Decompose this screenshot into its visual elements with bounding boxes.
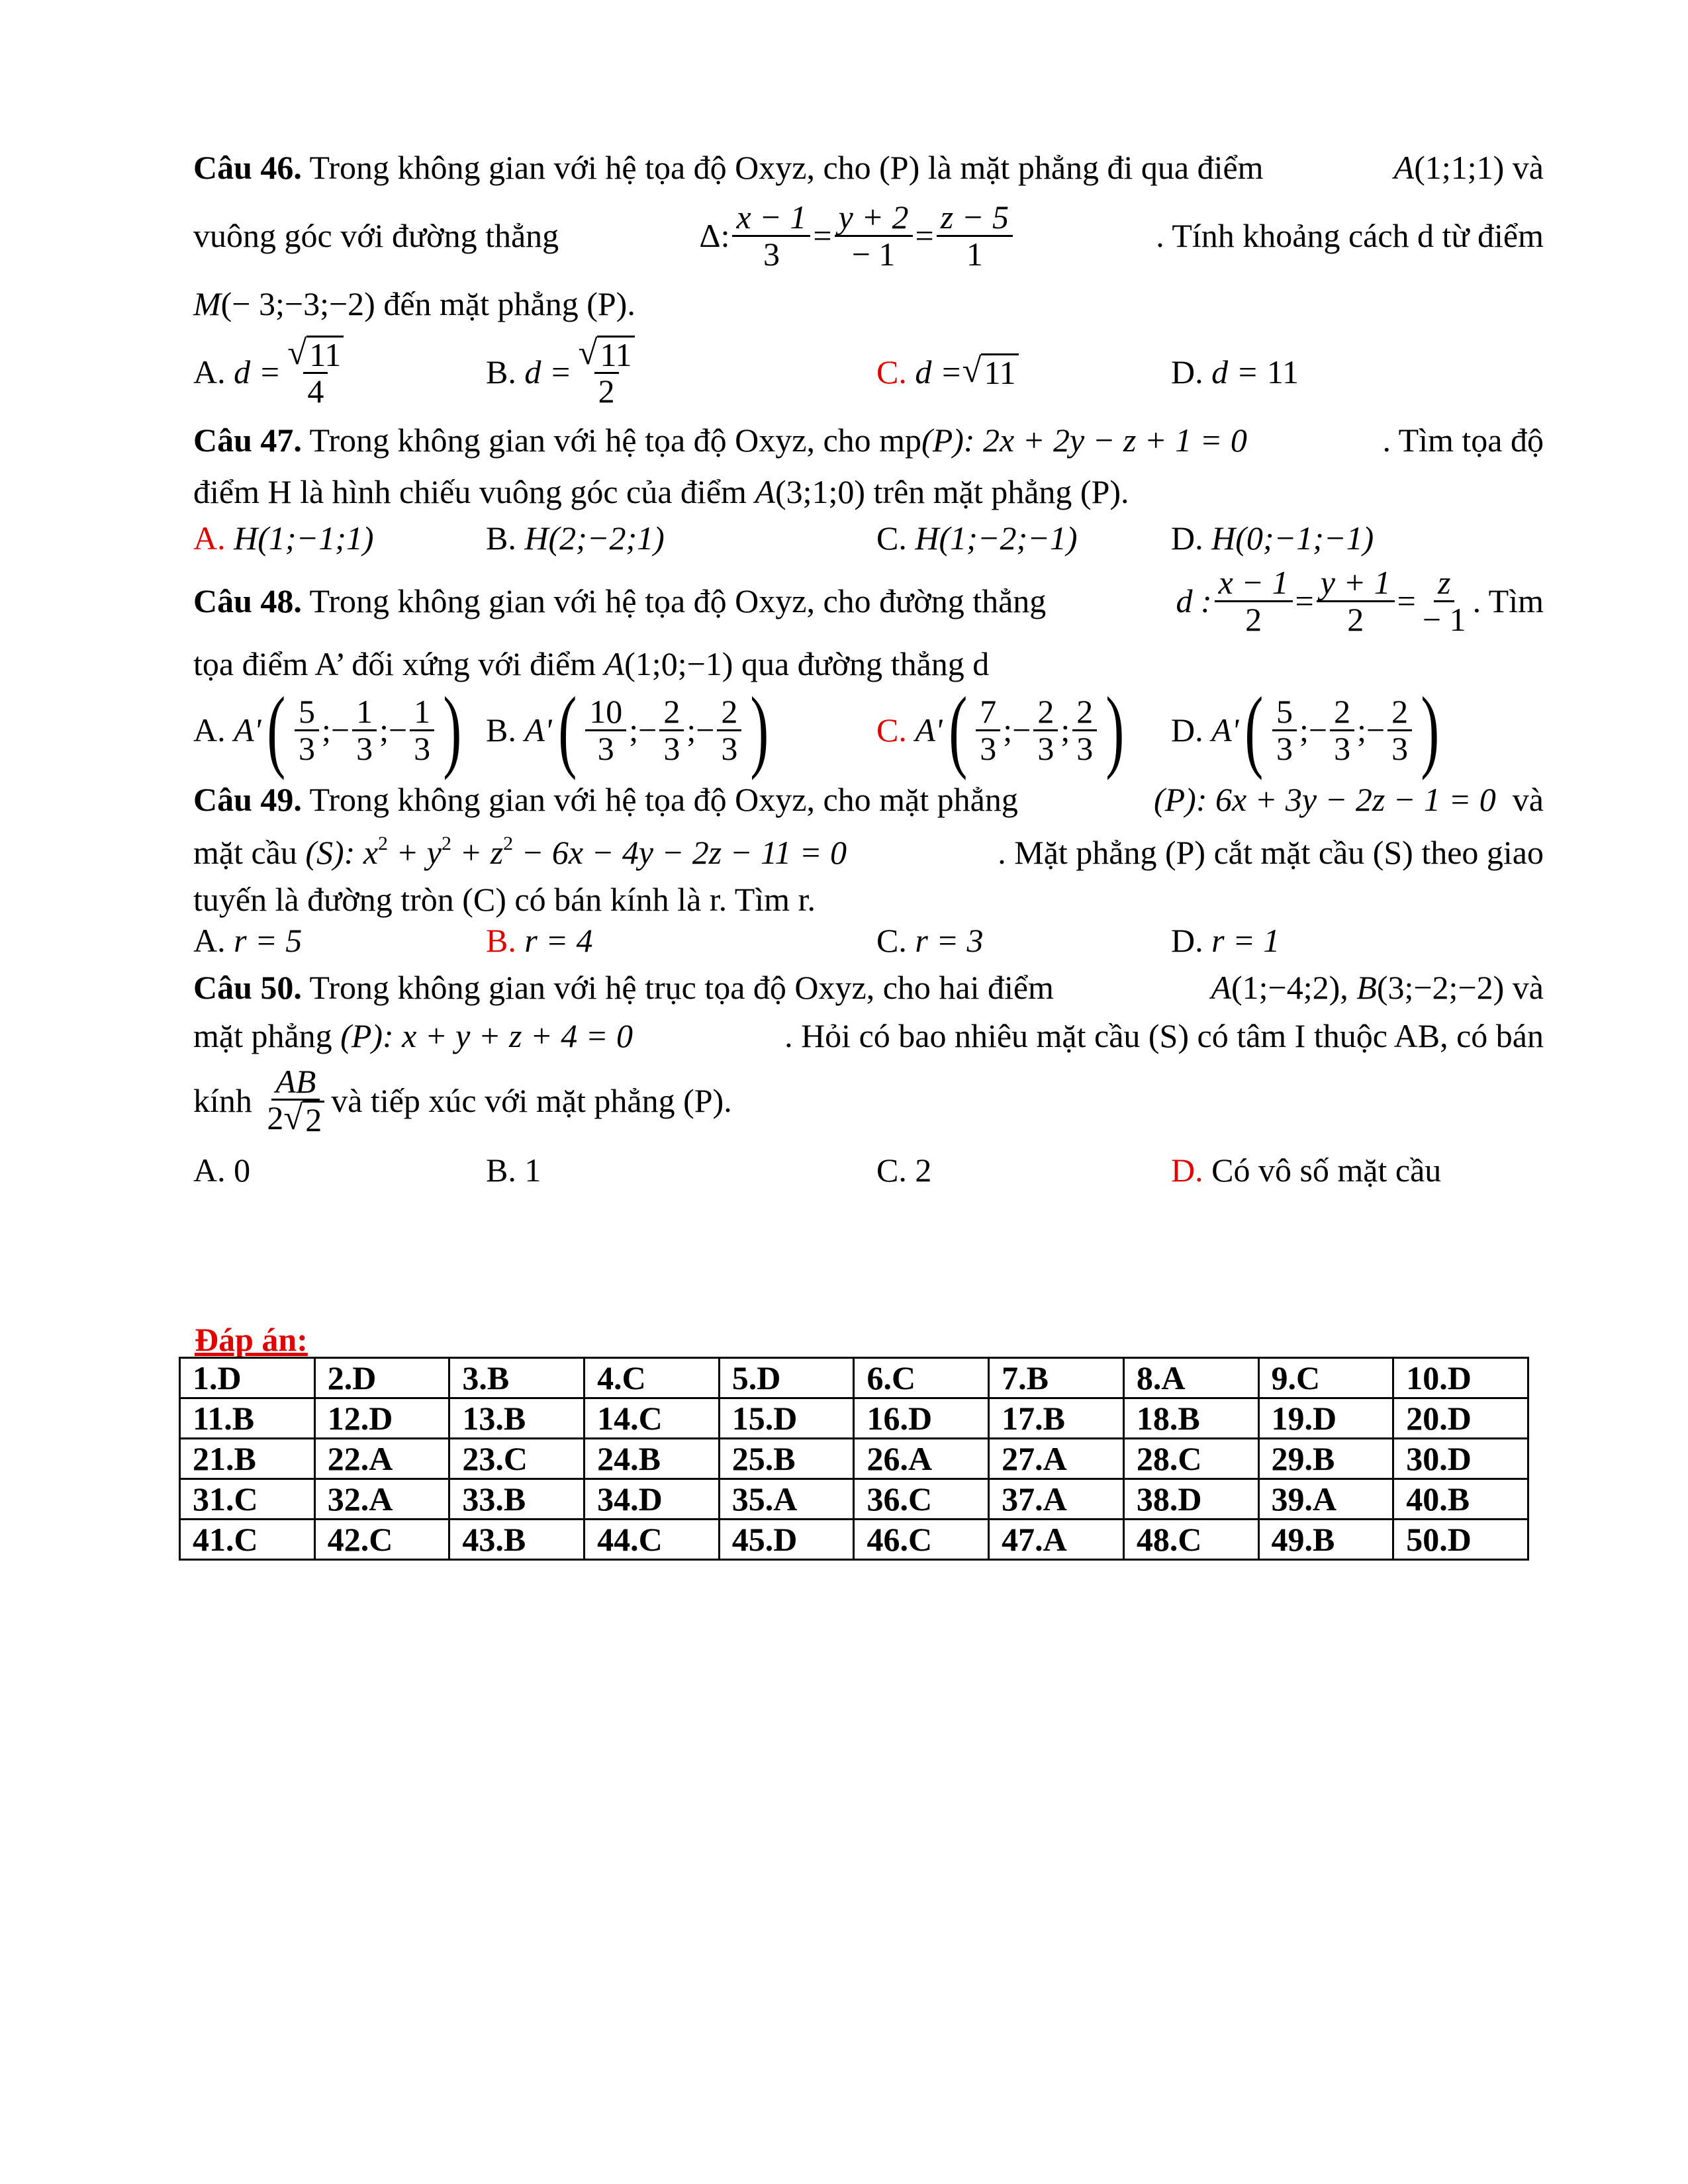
- q47-option-a-val: H(1;−1;1): [234, 520, 374, 557]
- answer-cell: 36.C: [854, 1479, 989, 1520]
- q49-sphere-eq-d: − 6x − 4y − 2z − 11 = 0: [513, 834, 847, 871]
- q47-option-b-val: H(2;−2;1): [524, 520, 665, 557]
- q46-frac-2-num: y + 2: [835, 200, 913, 237]
- question-49: [193, 773, 1544, 961]
- q48-frac-3-num: z: [1434, 565, 1454, 602]
- q48-option-c-f3-num: 2: [1072, 694, 1097, 731]
- q48-option-a[interactable]: A. A' ( $\frac{5}{3}$ ;− $\frac{1}{3}$ ;− $\frac{1}{3}$ ): [193, 678, 462, 781]
- answer-cell: 10.D: [1393, 1358, 1528, 1398]
- q50-options: [193, 1144, 1544, 1197]
- q50-option-a[interactable]: [193, 1150, 486, 1190]
- answer-cell: 5.D: [719, 1358, 854, 1398]
- q48-option-d-f3-den: 3: [1391, 729, 1409, 767]
- q48-option-a-f1-den: 3: [298, 729, 315, 767]
- q48-option-b-f2-den: 3: [663, 729, 680, 767]
- q50-option-d-val: Có vô số mặt cầu: [1211, 1152, 1442, 1189]
- question-50: [193, 961, 1544, 1197]
- q50-point-b-coords: (3;−2;−2): [1376, 969, 1505, 1006]
- answer-cell: 27.A: [989, 1439, 1124, 1479]
- answer-cell: 40.B: [1393, 1479, 1528, 1520]
- answer-cell: 49.B: [1258, 1520, 1393, 1560]
- q49-option-d-label: D.: [1171, 922, 1203, 959]
- q48-text2: tọa điểm A’ đối xứng với điểm: [193, 645, 596, 682]
- q49-sphere: (S): [305, 834, 344, 871]
- q48-frac-2: [1317, 565, 1395, 637]
- q46-option-b-frac: √ 11 2: [575, 336, 639, 409]
- answer-cell: 13.B: [449, 1398, 585, 1439]
- q46-option-a-var: d =: [234, 353, 281, 390]
- q50-option-a-label: A. 0: [193, 1152, 251, 1189]
- q48-option-d-sep3: ;−: [1357, 711, 1385, 749]
- q50-option-b-label: B. 1: [486, 1152, 541, 1189]
- q49-option-c[interactable]: [876, 921, 1171, 960]
- q48-option-a-f2-num: 1: [352, 694, 377, 731]
- q48-line-d: d :: [1176, 582, 1212, 619]
- answer-cell: 15.D: [719, 1398, 854, 1439]
- q46-option-b-den: 2: [594, 372, 619, 409]
- q50-text3-end: và tiếp xúc với mặt phẳng (P).: [331, 1082, 732, 1119]
- q46-delta: Δ:: [699, 217, 730, 254]
- answer-cell: 30.D: [1393, 1439, 1528, 1479]
- q46-point-m: M: [193, 285, 221, 322]
- answer-cell: 23.C: [449, 1439, 585, 1479]
- answer-cell: 9.C: [1258, 1358, 1393, 1398]
- q48-option-c-sep2: ;−: [1003, 711, 1031, 749]
- q49-option-c-label: C.: [876, 922, 907, 959]
- q47-option-d-label: D.: [1171, 520, 1203, 557]
- answer-cell: 33.B: [449, 1479, 585, 1520]
- q50-text1-end: và: [1512, 969, 1544, 1006]
- q48-option-c-prefix: A': [915, 711, 943, 749]
- q49-line2: [193, 826, 1544, 879]
- q48-option-c-f2-num: 2: [1033, 694, 1058, 731]
- q48-option-a-f3-den: 3: [414, 729, 431, 767]
- q47-option-b[interactable]: [486, 518, 876, 558]
- answer-cell: 48.C: [1123, 1520, 1258, 1560]
- q47-line2: [193, 469, 1544, 515]
- q49-option-d[interactable]: [1171, 921, 1542, 960]
- answer-cell: 43.B: [449, 1520, 585, 1560]
- q48-option-b-sep2: ;−: [629, 711, 657, 749]
- q46-option-a[interactable]: [193, 333, 486, 410]
- q47-option-d[interactable]: [1171, 518, 1542, 558]
- answer-cell: 3.B: [449, 1358, 585, 1398]
- answer-row: [180, 1520, 1528, 1560]
- q48-option-d-f2: [1330, 694, 1354, 766]
- q46-point-a: A: [1393, 149, 1415, 186]
- q48-option-c-label: C.: [876, 711, 907, 749]
- q48-frac-1: [1215, 565, 1293, 637]
- q48-line1: Câu 48. Trong không gian với hệ tọa độ Oxyz, cho đường thẳng d : $\frac{x - 1}{2}$ = $\frac{y + 1}{2}$ = $\frac{z}{- 1}$ . Tìm: [193, 564, 1544, 638]
- q48-option-a-f2: [352, 694, 377, 766]
- q46-line1: [193, 139, 1544, 196]
- q47-point-a: A: [755, 473, 775, 510]
- q48-option-c-sep3: ;: [1060, 711, 1070, 749]
- answer-cell: 12.D: [314, 1398, 449, 1439]
- q46-option-c-sqrt: √ 11: [962, 353, 1019, 390]
- q50-frac-den-a: 2: [267, 1099, 284, 1136]
- q48-option-a-label: A.: [193, 711, 226, 749]
- q49-sphere-eq-a: : x: [344, 834, 379, 871]
- answer-cell: 18.B: [1123, 1398, 1258, 1439]
- question-48: [193, 561, 1544, 781]
- q48-option-d-label: D.: [1171, 711, 1203, 749]
- q49-option-b-val: r = 4: [524, 922, 593, 959]
- q46-point-a-coords: (1;1;1): [1414, 149, 1505, 186]
- q50-comma: ,: [1340, 969, 1348, 1006]
- answer-cell: 45.D: [719, 1520, 854, 1560]
- q50-frac-num: AB: [271, 1064, 320, 1101]
- q48-option-b-f1: [585, 694, 626, 766]
- q46-option-b-rad: 11: [597, 336, 634, 373]
- q46-option-b-label: B.: [486, 353, 516, 390]
- question-47: [193, 412, 1544, 561]
- q47-text2: điểm H là hình chiếu vuông góc của điểm: [193, 473, 747, 510]
- q48-option-c-f1: [976, 694, 1000, 766]
- answer-cell: 19.D: [1258, 1398, 1393, 1439]
- q49-options: [193, 920, 1544, 961]
- answer-cell: 2.D: [314, 1358, 449, 1398]
- q48-option-c-f2-den: 3: [1037, 729, 1055, 767]
- q48-option-a-f3-num: 1: [410, 694, 434, 731]
- q50-plane-eq: : x + y + z + 4 = 0: [383, 1017, 633, 1054]
- answer-cell: 11.B: [180, 1398, 315, 1439]
- q49-text2: mặt cầu: [193, 834, 297, 871]
- q50-point-b: B: [1356, 969, 1377, 1006]
- q50-line2: [193, 1014, 1544, 1058]
- q50-text2: mặt phẳng: [193, 1017, 332, 1054]
- q46-option-a-frac: √ 11 4: [283, 336, 348, 409]
- answer-cell: 14.C: [585, 1398, 720, 1439]
- answer-cell: 31.C: [180, 1479, 315, 1520]
- answer-cell: 21.B: [180, 1439, 315, 1479]
- q50-option-d-label: D.: [1171, 1152, 1203, 1189]
- answer-cell: 28.C: [1123, 1439, 1258, 1479]
- q46-frac-1: [732, 200, 810, 271]
- q49-plane: (P): [1153, 781, 1196, 818]
- answer-cell: 29.B: [1258, 1439, 1393, 1479]
- answer-cell: 1.D: [180, 1358, 315, 1398]
- q50-text3: kính: [193, 1082, 252, 1119]
- answers-title: Đáp án:: [195, 1321, 308, 1358]
- q50-frac-den-rad: 2: [303, 1101, 324, 1138]
- q46-line3: [193, 275, 1544, 332]
- q47-text1-end: . Tìm tọa độ: [1382, 422, 1544, 459]
- q46-frac-2-den: − 1: [851, 235, 896, 273]
- q49-option-b-label: B.: [486, 922, 516, 959]
- answer-cell: 20.D: [1393, 1398, 1528, 1439]
- q48-label: Câu 48.: [193, 582, 302, 619]
- q50-text2-end: . Hỏi có bao nhiêu mặt cầu (S) có tâm I thuộc AB, có bán: [784, 1017, 1544, 1054]
- q47-text1: Trong không gian với hệ tọa độ Oxyz, cho mp: [309, 422, 922, 459]
- q48-option-c[interactable]: C. A' ( $\frac{7}{3}$ ;− $\frac{2}{3}$ ; $\frac{2}{3}$ ): [876, 678, 1125, 781]
- q47-line1: [193, 412, 1544, 469]
- q49-text3: tuyến là đường tròn (C) có bán kính là r. Tìm r.: [193, 881, 816, 918]
- q48-option-a-f1-num: 5: [295, 694, 319, 731]
- q50-option-d[interactable]: [1171, 1150, 1542, 1190]
- q48-options: [193, 678, 1544, 781]
- q48-text2-end: qua đường thẳng d: [741, 645, 990, 682]
- q50-line3: [193, 1058, 1544, 1144]
- q46-options: [193, 332, 1544, 412]
- q46-text2: vuông góc với đường thẳng: [193, 217, 559, 254]
- q46-option-a-den: 4: [303, 372, 328, 409]
- answer-cell: 6.C: [854, 1358, 989, 1398]
- answer-row: [180, 1398, 1528, 1439]
- q48-option-b-f2-num: 2: [659, 694, 684, 731]
- q48-option-a-f3: [410, 694, 434, 766]
- q48-option-c-f1-num: 7: [976, 694, 1000, 731]
- q46-frac-2: [835, 200, 913, 271]
- q50-option-c-label: C. 2: [876, 1152, 932, 1189]
- answer-cell: 4.C: [585, 1358, 720, 1398]
- q46-label: Câu 46.: [193, 149, 302, 186]
- q48-option-b-prefix: A': [524, 711, 552, 749]
- answer-cell: 32.A: [314, 1479, 449, 1520]
- q50-option-c[interactable]: [876, 1150, 1171, 1190]
- q47-point-a-coords: (3;1;0): [774, 473, 866, 510]
- q46-option-b-var: d =: [524, 353, 572, 390]
- q47-label: Câu 47.: [193, 422, 302, 459]
- q48-option-a-prefix: A': [234, 711, 261, 749]
- q49-sq-2: 2: [441, 833, 451, 854]
- answer-cell: 8.A: [1123, 1358, 1258, 1398]
- q47-text2-end: trên mặt phẳng (P).: [873, 473, 1129, 510]
- answer-cell: 35.A: [719, 1479, 854, 1520]
- answer-cell: 38.D: [1123, 1479, 1258, 1520]
- q46-option-d-val: 11: [1266, 353, 1299, 390]
- q46-text1: Trong không gian với hệ tọa độ Oxyz, cho (P) là mặt phẳng đi qua điểm: [309, 149, 1264, 186]
- q48-option-c-f2: [1033, 694, 1058, 766]
- q48-option-a-f1: [295, 694, 319, 766]
- q48-option-a-f2-den: 3: [356, 729, 373, 767]
- q49-text1: Trong không gian với hệ tọa độ Oxyz, cho mặt phẳng: [309, 781, 1018, 818]
- answer-cell: 26.A: [854, 1439, 989, 1479]
- q49-option-a-label: A.: [193, 922, 226, 959]
- q48-option-b-f3-den: 3: [721, 729, 738, 767]
- q48-option-d-f2-num: 2: [1330, 694, 1354, 731]
- q47-equation: : 2x + 2y − z + 1 = 0: [963, 422, 1247, 459]
- answer-cell: 39.A: [1258, 1479, 1393, 1520]
- q48-option-d-f2-den: 3: [1334, 729, 1351, 767]
- q48-frac-2-num: y + 1: [1317, 565, 1395, 602]
- q50-label: Câu 50.: [193, 969, 302, 1006]
- q49-option-b[interactable]: [486, 921, 876, 960]
- q49-line1: [193, 773, 1544, 826]
- q48-text1: Trong không gian với hệ tọa độ Oxyz, cho đường thẳng: [309, 582, 1047, 619]
- q46-option-d[interactable]: [1171, 352, 1542, 392]
- q46-text1-end: và: [1512, 149, 1544, 186]
- q49-plane-eq: : 6x + 3y − 2z − 1 = 0: [1196, 781, 1496, 818]
- q46-text3: đến mặt phẳng (P).: [383, 285, 635, 322]
- q50-option-b[interactable]: [486, 1150, 876, 1190]
- answer-table: [179, 1357, 1529, 1561]
- q48-point-a: A: [604, 645, 625, 682]
- q49-text1-end: và: [1512, 781, 1544, 818]
- q49-text2-end: . Mặt phẳng (P) cắt mặt cầu (S) theo giao: [998, 834, 1544, 871]
- q48-option-d-f1-den: 3: [1276, 729, 1293, 767]
- q46-frac-3-num: z − 5: [937, 200, 1013, 237]
- q50-plane: (P): [340, 1017, 383, 1054]
- q46-frac-1-num: x − 1: [732, 200, 810, 237]
- q46-point-m-coords: (− 3;−3;−2): [220, 285, 375, 322]
- q48-option-d[interactable]: D. A' ( $\frac{5}{3}$ ;− $\frac{2}{3}$ ;− $\frac{2}{3}$ ): [1171, 678, 1440, 781]
- q49-option-c-val: r = 3: [915, 922, 984, 959]
- q48-option-b[interactable]: B. A' ( $\frac{10}{3}$ ;− $\frac{2}{3}$ ;− $\frac{2}{3}$ ): [486, 678, 769, 781]
- answer-cell: 34.D: [585, 1479, 720, 1520]
- q50-text1: Trong không gian với hệ trục tọa độ Oxyz, cho hai điểm: [309, 969, 1054, 1006]
- q48-option-d-f1: [1272, 694, 1297, 766]
- answer-cell: 41.C: [180, 1520, 315, 1560]
- q49-label: Câu 49.: [193, 781, 302, 818]
- answer-cell: 7.B: [989, 1358, 1124, 1398]
- q49-line3: [193, 879, 1544, 920]
- q46-option-a-rad: 11: [306, 336, 344, 373]
- q47-option-d-val: H(0;−1;−1): [1211, 520, 1374, 557]
- answer-row: [180, 1479, 1528, 1520]
- q47-option-a[interactable]: [193, 518, 486, 558]
- q48-option-b-f3: [717, 694, 741, 766]
- exam-page: [193, 139, 1544, 1197]
- q46-option-c-rad: 11: [981, 353, 1018, 390]
- q46-line2: vuông góc với đường thẳng Δ: $\frac{x - 1}{3}$ = $\frac{y + 2}{- 1}$ = $\frac{z - 5}{1}$ . Tính khoảng cách d từ điểm: [193, 199, 1544, 273]
- q47-plane: (P): [921, 422, 964, 459]
- answer-cell: 44.C: [585, 1520, 720, 1560]
- q49-option-d-val: r = 1: [1211, 922, 1280, 959]
- answer-cell: 47.A: [989, 1520, 1124, 1560]
- q46-frac-3-den: 1: [966, 235, 983, 273]
- q50-frac-den-sqrt: √ 2: [283, 1101, 324, 1138]
- q48-option-d-prefix: A': [1211, 711, 1239, 749]
- q50-line1: [193, 961, 1544, 1014]
- q48-option-a-sep3: ;−: [379, 711, 408, 749]
- q48-option-b-f2: [659, 694, 684, 766]
- q47-option-c-val: H(1;−2;−1): [915, 520, 1078, 557]
- q49-option-a-val: r = 5: [234, 922, 303, 959]
- q48-option-b-sep3: ;−: [686, 711, 715, 749]
- q49-sphere-eq-c: + z: [451, 834, 504, 871]
- answer-cell: 24.B: [585, 1439, 720, 1479]
- q48-point-a-coords: (1;0;−1): [624, 645, 733, 682]
- q46-frac-3: [937, 200, 1013, 271]
- q47-options: [193, 515, 1544, 561]
- q50-point-a-coords: (1;−4;2): [1231, 969, 1340, 1006]
- q48-option-c-f3: [1072, 694, 1097, 766]
- answer-row: [180, 1439, 1528, 1479]
- q46-option-d-label: D.: [1171, 353, 1203, 390]
- q48-option-d-f3: [1387, 694, 1412, 766]
- q48-option-c-f3-den: 3: [1076, 729, 1094, 767]
- q48-option-c-f1-den: 3: [980, 729, 997, 767]
- answer-cell: 22.A: [314, 1439, 449, 1479]
- q46-text2-end: . Tính khoảng cách d từ điểm: [1156, 217, 1544, 254]
- q46-option-a-label: A.: [193, 353, 226, 390]
- answer-cell: 16.D: [854, 1398, 989, 1439]
- q48-option-a-sep2: ;−: [321, 711, 350, 749]
- q47-option-a-label: A.: [193, 520, 226, 557]
- q48-option-d-f3-num: 2: [1387, 694, 1412, 731]
- q49-option-a[interactable]: [193, 921, 486, 960]
- q50-point-a: A: [1211, 969, 1231, 1006]
- q47-option-c-label: C.: [876, 520, 907, 557]
- q46-option-b[interactable]: [486, 333, 876, 410]
- answer-cell: 25.B: [719, 1439, 854, 1479]
- q48-option-d-sep2: ;−: [1299, 711, 1328, 749]
- q47-option-b-label: B.: [486, 520, 516, 557]
- q48-option-b-f1-den: 3: [597, 729, 614, 767]
- q46-option-c[interactable]: [876, 352, 1171, 392]
- answer-cell: 46.C: [854, 1520, 989, 1560]
- q48-option-b-f3-num: 2: [717, 694, 741, 731]
- q50-frac: [263, 1064, 328, 1138]
- q49-sq-1: 2: [378, 833, 389, 854]
- q48-frac-1-num: x − 1: [1215, 565, 1293, 602]
- q46-option-c-var: d =: [915, 353, 962, 390]
- q48-frac-1-den: 2: [1245, 600, 1262, 638]
- q46-option-d-var: d =: [1211, 353, 1259, 390]
- answer-cell: 50.D: [1393, 1520, 1528, 1560]
- q48-option-b-label: B.: [486, 711, 516, 749]
- q49-sq-3: 2: [503, 833, 514, 854]
- q48-frac-3: [1419, 565, 1470, 637]
- answer-cell: 37.A: [989, 1479, 1124, 1520]
- q46-frac-1-den: 3: [763, 235, 780, 273]
- q48-line2: [193, 641, 1544, 687]
- answer-cell: 17.B: [989, 1398, 1124, 1439]
- q46-option-c-label: C.: [876, 353, 907, 390]
- q48-frac-2-den: 2: [1347, 600, 1364, 638]
- q48-frac-3-den: − 1: [1422, 600, 1466, 638]
- q48-option-d-f1-num: 5: [1272, 694, 1297, 731]
- q48-text1-end: . Tìm: [1472, 582, 1544, 619]
- question-46: [193, 139, 1544, 412]
- q49-sphere-eq-b: + y: [388, 834, 442, 871]
- q48-option-b-f1-num: 10: [585, 694, 626, 731]
- answer-row: [180, 1358, 1528, 1398]
- q47-option-c[interactable]: [876, 518, 1171, 558]
- answer-cell: 42.C: [314, 1520, 449, 1560]
